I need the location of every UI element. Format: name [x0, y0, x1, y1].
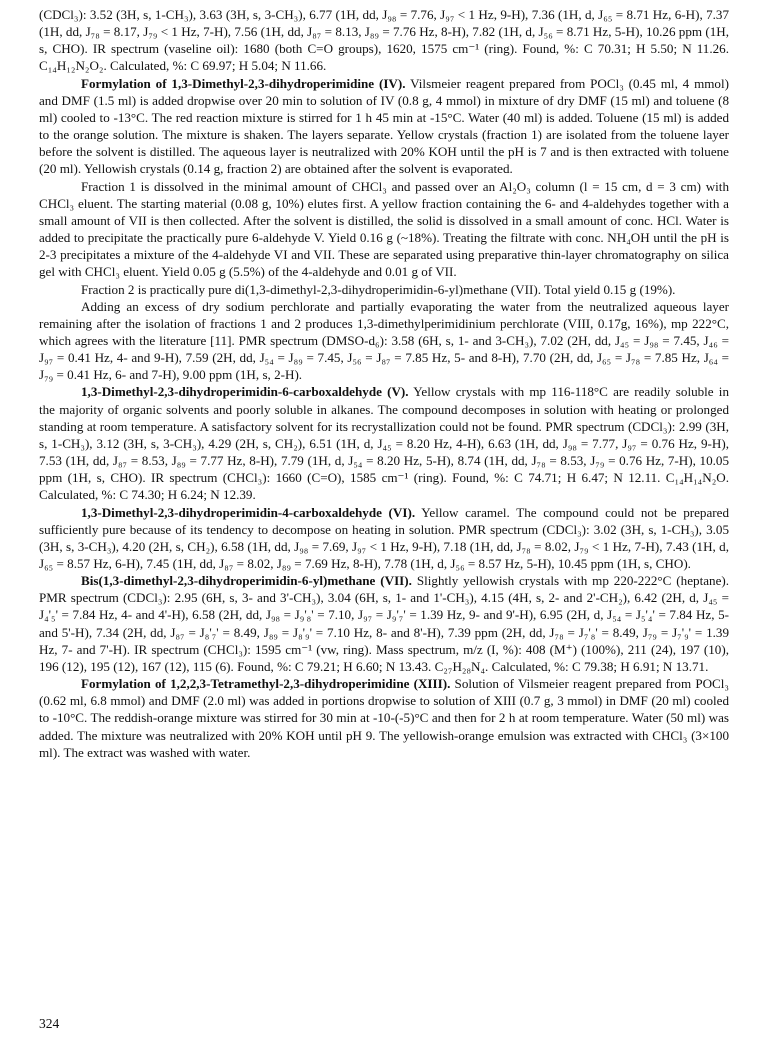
section-heading: 1,3-Dimethyl-2,3-dihydroperimidin-6-carboxaldehyde (V).: [81, 384, 409, 400]
paragraph-text: Vilsmeier reagent prepared from POCl₃ (0.45 ml, 4 mmol) and DMF (1.5 ml) is added dropwise over 20 min to solution of IV (0.8 g, 4 mmol) in mixture of dry DMF (15 ml) and toluene (8 ml) cooled to -13°C. The red reaction mixture is stirred for 1 h 45 min at -15°C. Water (40 ml) is added. Toluene (15 ml) is added to the orange solution. The mixture is shaken. The layers separate. Yellow crystals (fraction 1) are isolated from the toluene layer before the solvent is distilled. The aqueous layer is neutralized with 20% KOH until the pH is 7 and is then extracted with toluene (20 ml). Yellowish crystals (0.14 g, fraction 2) are obtained after the solvent is evaporated.: [39, 75, 729, 177]
paragraph-compound-v: [39, 383, 729, 503]
paragraph-text: Solution of Vilsmeier reagent prepared from POCl₃ (0.62 ml, 6.8 mmol) and DMF (2.0 ml) was added in portions dropwise to solution of XIII (0.7 g, 3 mmol) in DMF (20 ml) cooled to -10°C. The reddish-orange mixture was stirred for 30 min at -10-(-5)°C and then for 2 h at room temperature. Water (50 ml) was added. The mixture was neutralized with 20% KOH until pH 9. The yellowish-orange emulsion was extracted with CHCl₃ (3×100 ml). The extract was washed with water.: [39, 676, 729, 760]
page-number: 324: [39, 1016, 60, 1031]
paragraph-compound-vi: [39, 504, 729, 573]
paragraph-text: Fraction 1 is dissolved in the minimal amount of CHCl₃ and passed over an Al₂O₃ column (l = 15 cm, d = 3 cm) with CHCl₃ eluent. The starting material (0.08 g, 10%) elutes first. A yellow fraction containing the 6- and 4-aldehydes together with a small amount of VII is then collected. After the solvent is distilled, the solid is dissolved in a small amount of conc. HCl. Water is added to precipitate the practically pure 6-aldehyde V. Yield 0.16 g (~18%). Treating the filtrate with conc. NH₄OH until the pH is 2-3 precipitates a mixture of the 4-aldehyde VI and VII. These are separated using preparative thin-layer chromatography on silica gel with CHCl₃ eluent. Yield 0.05 g (5.5%) of the 4-aldehyde and 0.01 g of VII.: [39, 178, 729, 280]
paragraph-formylation-iv: [39, 75, 729, 178]
paragraph-formylation-xiii: [39, 675, 729, 761]
paragraph-text: Adding an excess of dry sodium perchlorate and partially evaporating the water from the neutralized aqueous layer remaining after the isolation of fractions 1 and 2 produces 1,3-dimethylperimidinium perchlorate (VIII, 0.17g, 16%), mp 222°C, which agrees with the literature [11]. PMR spectrum (DMSO-d₆): 3.58 (6H, s, 1- and 3-CH₃), 7.02 (2H, dd, J₄₅ = J₉₈ = 7.45, J₄₆ = J₉₇ = 0.41 Hz, 4- and 9-H), 7.59 (2H, dd, J₅₄ = J₈₉ = 7.45, J₅₆ = J₈₇ = 7.85 Hz, 5- and 8-H), 7.70 (2H, dd, J₆₅ = J₇₈ = 7.85 Hz, J₆₄ = J₇₉ = 0.41 Hz, 6- and 7-H), 9.00 ppm (1H, s, 2-H).: [39, 298, 729, 383]
paragraph-text: (CDCl₃): 3.52 (3H, s, 1-CH₃), 3.63 (3H, s, 3-CH₃), 6.77 (1H, dd, J₉₈ = 7.76, J₉₇ < 1 Hz, 9-H), 7.36 (1H, d, J₆₅ = 8.71 Hz, 6-H), 7.37 (1H, dd, J₇₈ = 8.17, J₇₉ < 1 Hz, 7-H), 7.56 (1H, dd, J₈₇ = 8.13, J₈₉ = 7.76 Hz, 8-H), 7.82 (1H, d, J₅₆ = 8.71 Hz, 5-H), 10.26 ppm (1H, s, CHO). IR spectrum (vaseline oil): 1680 (both C=O groups), 1620, 1575 cm⁻¹ (ring). Found, %: C 70.31; H 5.50; N 11.26. C₁₄H₁₂N₂O₂. Calculated, %: C 69.97; H 5.04; N 11.66.: [39, 7, 729, 74]
section-heading: Formylation of 1,2,2,3-Tetramethyl-2,3-dihydroperimidine (XIII).: [81, 676, 451, 692]
article-body: [39, 6, 729, 761]
paragraph-text: Slightly yellowish crystals with mp 220-222°C (heptane). PMR spectrum (CDCl₃): 2.95 (6H, s, 3- and 3'-CH₃), 3.04 (6H, s, 1- and 1'-CH₃), 4.15 (4H, s, 2- and 2'-CH₂), 6.42 (2H, d, J₄₅ = J₄'₅' = 7.84 Hz, 4- and 4'-H), 6.58 (2H, dd, J₉₈ = J₉'₈' = 7.10, J₉₇ = J₉'₇' = 1.39 Hz, 9- and 9'-H), 6.95 (2H, d, J₅₄ = J₅'₄' = 7.84 Hz, 5- and 5'-H), 7.34 (2H, dd, J₈₇ = J₈'₇' = 8.49, J₈₉ = J₈'₉' = 7.10 Hz, 8- and 8'-H), 7.39 ppm (2H, dd, J₇₈ = J₇'₈' = 8.49, J₇₉ = J₇'₉' = 1.39 Hz, 7- and 7'-H). IR spectrum (CHCl₃): 1595 cm⁻¹ (vw, ring). Mass spectrum, m/z (I, %): 408 (M⁺) (100%), 211 (24), 197 (10), 196 (12), 195 (12), 167 (12), 115 (6). Found, %: C 79.21; H 6.60; N 13.43. C₂₇H₂₈N₄. Calculated, %: C 79.38; H 6.91; N 13.71.: [39, 573, 730, 674]
paragraph-compound-vii: [39, 572, 729, 675]
section-heading: Formylation of 1,3-Dimethyl-2,3-dihydroperimidine (IV).: [81, 75, 406, 91]
paragraph-text: Yellow caramel. The compound could not be prepared sufficiently pure because of its tendency to decompose on heating in solution. PMR spectrum (CDCl₃): 3.02 (3H, s, 1-CH₃), 3.05 (3H, s, 3-CH₃), 4.20 (2H, s, CH₂), 6.58 (1H, dd, J₉₈ = 7.69, J₉₇ < 1 Hz, 9-H), 7.18 (1H, dd, J₇₈ = 8.02, J₇₉ < 1 Hz, 7-H), 7.43 (1H, d, J₆₅ = 8.57 Hz, 6-H), 7.45 (1H, dd, J₈₇ = 8.02, J₈₉ = 7.69 Hz, 8-H), 7.78 (1H, d, J₅₆ = 8.57 Hz, 5-H), 10.45 ppm (1H, s, CHO).: [39, 504, 729, 571]
paragraph-text: Fraction 2 is practically pure di(1,3-dimethyl-2,3-dihydroperimidin-6-yl)methane (VII). Total yield 0.15 g (19%).: [81, 281, 676, 297]
paragraph-fraction-1: [39, 178, 729, 281]
paragraph-nmr-data-continued: [39, 6, 729, 75]
paragraph-perchlorate: [39, 298, 729, 384]
section-heading: Bis(1,3-dimethyl-2,3-dihydroperimidin-6-yl)methane (VII).: [81, 573, 412, 589]
section-heading: 1,3-Dimethyl-2,3-dihydroperimidin-4-carboxaldehyde (VI).: [81, 504, 416, 520]
paragraph-fraction-2: [39, 281, 729, 298]
paragraph-text: Yellow crystals with mp 116-118°C are readily soluble in the majority of organic solvents and poorly soluble in alkanes. The compound decomposes in solution with heating or prolonged standing at room temperature. A satisfactory solvent for its recrystallization could not be found. PMR spectrum (CDCl₃): 2.99 (3H, s, 1-CH₃), 3.12 (3H, s, 3-CH₃), 4.29 (2H, s, CH₂), 6.51 (1H, d, J₄₅ = 8.20 Hz, 4-H), 6.63 (1H, dd, J₉₈ = 7.77, J₉₇ = 0.76 Hz, 9-H), 7.53 (1H, dd, J₈₇ = 8.53, J₈₉ = 7.77 Hz, 8-H), 7.79 (1H, d, J₅₄ = 8.20 Hz, 5-H), 8.74 (1H, dd, J₇₈ = 8.53, J₇₉ = 0.76 Hz, 7-H), 10.05 ppm (1H, s, CHO). IR spectrum (CHCl₃): 1660 (C=O), 1585 cm⁻¹ (ring). Found, %: C 74.71; H 6.47; N 12.11. C₁₄H₁₄N₂O. Calculated, %: C 74.30; H 6.24; N 12.39.: [39, 384, 729, 503]
